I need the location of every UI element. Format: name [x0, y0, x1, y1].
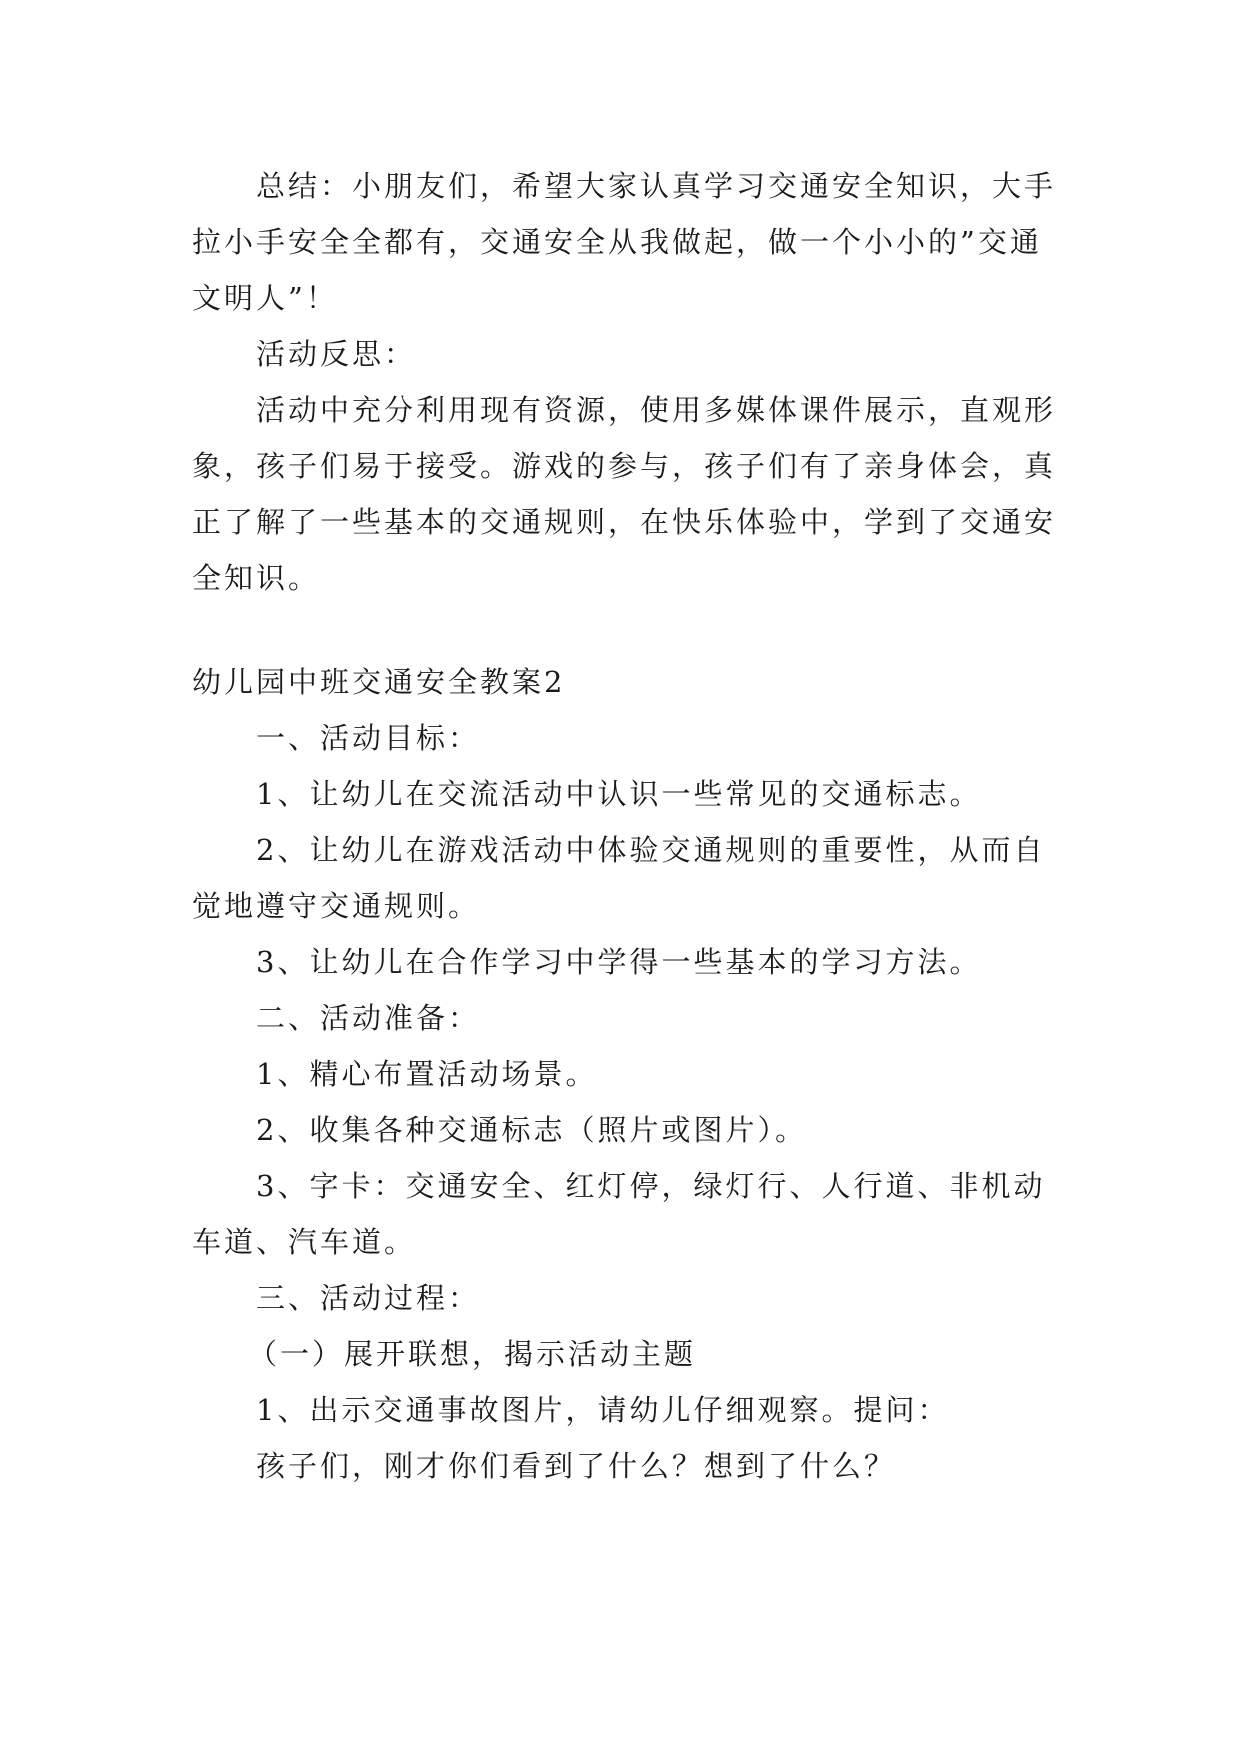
process-item-1: 1、出示交通事故图片，请幼儿仔细观察。提问： [256, 1393, 950, 1427]
lesson-plan-title: 幼儿园中班交通安全教案2 [192, 665, 566, 699]
summary-paragraph: 总结：小朋友们，希望大家认真学习交通安全知识，大手拉小手安全全都有，交通安全从我做起，做一个小小的”交通文明人”！ [192, 169, 1057, 315]
document-body [192, 158, 1058, 1494]
reflection-paragraph: 活动中充分利用现有资源，使用多媒体课件展示，直观形象，孩子们易于接受。游戏的参与，孩子们有了亲身体会，真正了解了一些基本的交通规则，在快乐体验中，学到了交通安全知识。 [192, 393, 1057, 595]
goal-item-3: 3、让幼儿在合作学习中学得一些基本的学习方法。 [256, 945, 982, 979]
process-question: 孩子们，刚才你们看到了什么？想到了什么？ [256, 1449, 897, 1483]
goal-heading: 一、活动目标： [256, 721, 481, 755]
preparation-item-3: 3、字卡：交通安全、红灯停，绿灯行、人行道、非机动车道、汽车道。 [192, 1169, 1046, 1259]
preparation-item-1: 1、精心布置活动场景。 [256, 1057, 598, 1091]
goal-item-2: 2、让幼儿在游戏活动中体验交通规则的重要性，从而自觉地遵守交通规则。 [192, 833, 1046, 923]
preparation-heading: 二、活动准备： [256, 1001, 481, 1035]
process-heading: 三、活动过程： [256, 1281, 481, 1315]
reflection-heading: 活动反思： [256, 337, 417, 371]
goal-item-1: 1、让幼儿在交流活动中认识一些常见的交通标志。 [256, 777, 982, 811]
process-subheading-1: （一）展开联想，揭示活动主题 [248, 1337, 697, 1371]
preparation-item-2: 2、收集各种交通标志（照片或图片）。 [256, 1113, 807, 1147]
